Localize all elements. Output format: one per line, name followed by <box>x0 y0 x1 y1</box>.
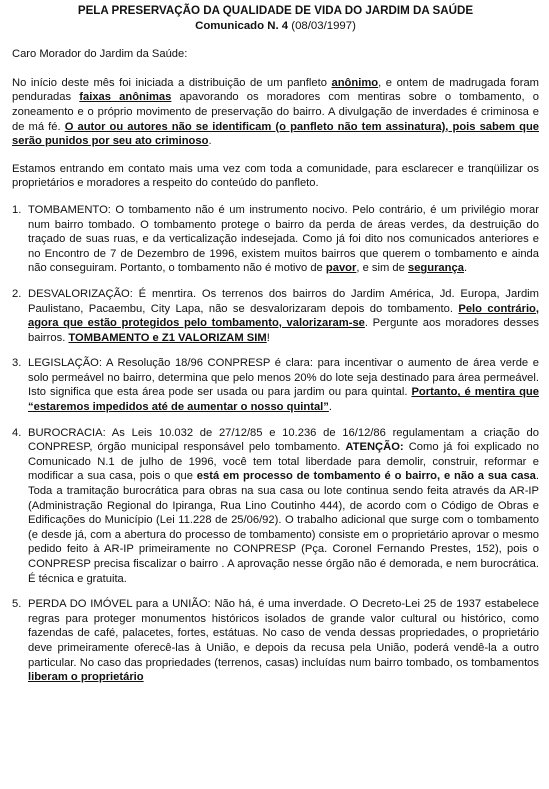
emphasis-run: faixas anônimas <box>79 91 172 104</box>
emphasis-run: está em processo de tombamento é o bairro, e não a sua casa <box>196 470 536 483</box>
list-item-desvalorizacao <box>12 287 539 345</box>
text-run: . <box>208 135 212 148</box>
comunicado-date: (08/03/1997) <box>288 19 356 32</box>
text-run: apavorando os moradores com mentiras sobre o tombamento, o zoneamento e o próprio movimento de preservação do bairro. A divulgação de inverdades é criminosa e de má fé. <box>12 91 539 133</box>
item-heading: TOMBAMENTO <box>28 203 108 216</box>
intro-paragraph-2: Estamos entrando em contato mais uma vez com toda a comunidade, para esclarecer e tranqüilizar os proprietários e moradores a respeito do conteúdo do panfleto. <box>12 162 539 190</box>
text-run: . Toda a tramitação burocrática para obras na sua casa ou lote continua sendo feita através da AR-IP (Administração Regional do Ipiranga, Rua Lino Coutinho 444), de acordo com o Código de Obras e Edificações do Município (Lei 11.228 de 25/06/92). O trabalho adicional que surge com o tombamento (e desde já, com a abertura do processo de tombamento) consiste em o proprietário aprovar o mesmo pedido feito à AR-IP primeiramente no CONPRESP (Pça. Coronel Fernando Prestes, 152), pois o CONPRESP precisa fiscalizar o bairro . A aprovação nesse órgão não é demorada, e nem burocrática. É técnica e gratuita. <box>28 470 539 585</box>
text-run: , e ontem de madrugada foram penduradas <box>12 76 539 104</box>
text-run: : É menrtira. Os terrenos dos bairros do Jardim América, Jd. Europa, Jardim Paulistano, Pacaembu, City Lapa, não se desvalorizaram depois do tombamento. <box>28 287 539 315</box>
intro-paragraph-1 <box>12 76 539 149</box>
item-number: 2. <box>12 287 22 300</box>
text-run: , e sim de <box>356 262 408 275</box>
item-number: 5. <box>12 598 22 611</box>
item-text <box>28 203 539 276</box>
emphasis-run: ATENÇÃO: <box>345 441 404 454</box>
document-title: PELA PRESERVAÇÃO DA QUALIDADE DE VIDA DO JARDIM DA SAÚDE <box>77 4 474 17</box>
list-item-perda-do-imovel <box>12 597 539 685</box>
text-run: . Pergunte aos moradores desses bairros. <box>28 317 539 344</box>
text-run: . <box>463 262 468 275</box>
emphasis-run: TOMBAMENTO e Z1 VALORIZAM SIM <box>68 331 267 344</box>
numbered-list <box>12 203 539 685</box>
document-header <box>12 4 539 33</box>
item-heading: PERDA DO IMÓVEL para a UNIÃO <box>28 598 208 611</box>
text-run: ! <box>266 331 270 344</box>
list-item-legislacao <box>12 356 539 414</box>
text-run: . <box>328 401 332 414</box>
text-run: : O tombamento não é um instrumento nocivo. Pelo contrário, é um privilégio morar num bairro tombado. O tombamento protege o bairro da perda de áreas verdes, da destruição do traçado de suas ruas, e da verticalização indesejada. Como já foi dito nos comunicados anteriores e no Encontro de 7 de Dezembro de 1996, existem muitos bairros que querem o tombamento e ainda não conseguiram. Portanto, o tombamento não é motivo de <box>28 203 539 275</box>
salutation: Caro Morador do Jardim da Saúde: <box>12 48 188 61</box>
item-heading: BUROCRACIA <box>28 426 103 439</box>
list-item-burocracia <box>12 426 539 587</box>
item-number: 4. <box>12 426 22 439</box>
item-text <box>28 356 539 414</box>
text-run: Como já foi explicado no Comunicado N.1 de julho de 1996, você tem total liberdade para demolir, construir, reformar e modificar a sua casa, pois o que <box>28 441 539 483</box>
item-number: 1. <box>12 203 22 216</box>
item-text <box>28 597 539 685</box>
item-heading: LEGISLAÇÃO <box>28 357 99 370</box>
item-number: 3. <box>12 357 22 370</box>
emphasis-run: Pelo contrário, agora que estão protegidos pelo tombamento, valorizaram-se <box>28 302 539 330</box>
emphasis-run: anônimo <box>331 76 379 89</box>
document-subtitle <box>12 19 539 34</box>
comunicado-number: Comunicado N. 4 <box>195 19 289 32</box>
text-run: : As Leis 10.032 de 27/12/85 e 10.236 de 16/12/86 regulamentam a criação do CONPRESP, órgão municipal responsável pelo tombamento. <box>28 426 539 454</box>
text-run: No início deste mês foi iniciada a distribuição de um panfleto <box>12 76 332 89</box>
text-run: : A Resolução 18/96 CONPRESP é clara: para incentivar o aumento de área verde e solo permeável no bairro, determina que pelo menos 20% do lote seja destinado para área permeável. Isto significa que esta área pode ser usada ou para jardim ou para quintal. <box>28 357 539 399</box>
text-run: : Não há, é uma inverdade. O Decreto-Lei 25 de 1937 estabelece regras para proteger monumentos históricos isolados de grande valor cultural ou histórico, como fazendas de café, palacetes, fortes, estátuas. No caso de venda dessas propriedades, o proprietário deve primeiramente oferecê-las à União, e depois da recusa pela União, poderá vendê-la a outro particular. No caso das propriedades (terrenos, casas) incluídas num bairro tombado, os tombamentos <box>28 598 540 669</box>
emphasis-run: Portanto, é mentira que “estaremos impedidos até de aumentar o nosso quintal” <box>28 386 539 414</box>
emphasis-run: liberam o proprietário <box>28 671 144 684</box>
item-text <box>28 287 539 345</box>
emphasis-run: pavor <box>325 262 357 275</box>
emphasis-run: O autor ou autores não se identificam (o panfleto não tem assinatura), pois sabem que serão punidos por seu ato criminoso <box>12 120 540 148</box>
item-text <box>28 426 539 587</box>
item-heading: DESVALORIZAÇÃO <box>28 287 130 300</box>
list-item-tombamento <box>12 203 539 276</box>
emphasis-run: segurança <box>407 262 464 275</box>
